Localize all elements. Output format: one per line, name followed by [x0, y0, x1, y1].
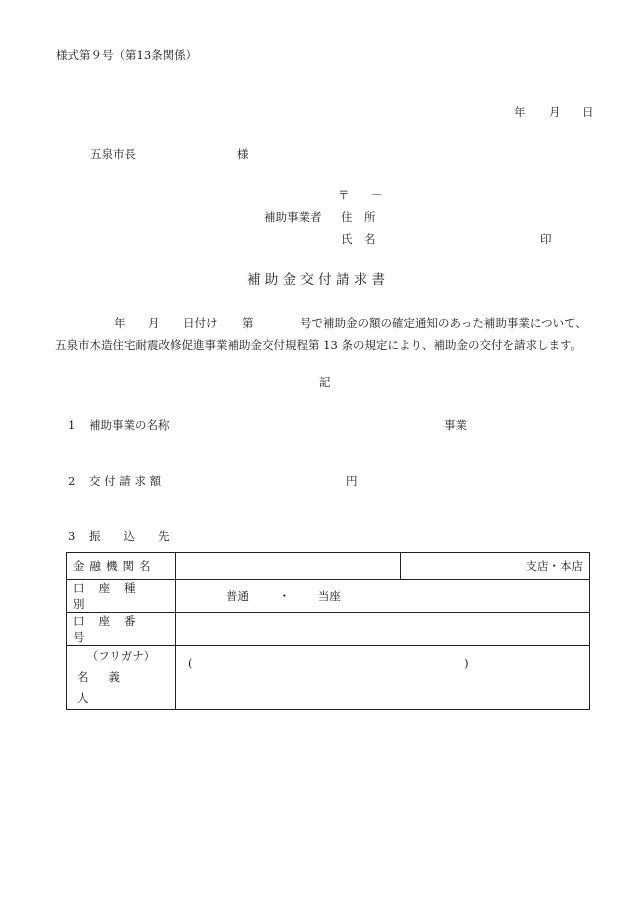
- bank-name-field[interactable]: [176, 553, 401, 580]
- bank-transfer-table: [66, 552, 590, 710]
- date-month-label: 月: [549, 105, 561, 119]
- account-type-row: [67, 580, 590, 613]
- addressee-mayor: 五泉市長: [90, 147, 136, 161]
- body-line2: 五泉市木造住宅耐震改修促進事業補助金交付規程第 13 条の規定により、補助金の交付を請求します。: [55, 338, 583, 352]
- account-holder-field[interactable]: [176, 646, 590, 710]
- date-day-label: 日: [582, 105, 594, 119]
- account-type-field[interactable]: [176, 580, 590, 613]
- account-type-current[interactable]: 当座: [317, 589, 341, 603]
- applicant-role: 補助事業者: [264, 210, 322, 224]
- account-type-ordinary[interactable]: 普通: [226, 589, 249, 603]
- postal-dash: －: [371, 188, 383, 202]
- address-label: 住 所: [341, 210, 376, 224]
- item-1-number: 1: [68, 418, 76, 432]
- account-number-row: [67, 613, 590, 646]
- seal-mark: 印: [540, 232, 552, 246]
- account-type-separator: ・: [278, 589, 291, 603]
- furigana-paren-close: ): [464, 656, 469, 670]
- item-2-number: 2: [68, 474, 76, 488]
- bank-name-label-cell: [67, 553, 176, 580]
- body-year: 年: [114, 316, 126, 330]
- holder-label: 名義人: [77, 670, 140, 705]
- bank-name-label: 金融機関名: [73, 559, 156, 573]
- item-1-label: 補助事業の名称: [89, 418, 170, 432]
- account-type-label-cell: [67, 580, 176, 613]
- bank-name-row: [67, 553, 590, 580]
- document-title: 補 助 金 交 付 請 求 書: [247, 272, 386, 288]
- form-number: 様式第９号（第13条関係）: [56, 48, 198, 62]
- furigana-paren-open: (: [188, 656, 193, 670]
- date-year-label: 年: [514, 105, 526, 119]
- bank-name-label-text: [73, 558, 169, 574]
- item-3-number: 3: [68, 529, 76, 543]
- item-3-label: 振 込 先: [89, 529, 170, 543]
- body-date-suffix: 日付け: [183, 316, 218, 330]
- item-2-label: 交 付 請 求 額: [89, 474, 162, 488]
- postal-mark: 〒: [338, 188, 350, 202]
- body-number-prefix: 第: [242, 316, 254, 330]
- item-1-unit: 事業: [444, 418, 467, 432]
- account-holder-row: [67, 646, 590, 710]
- account-number-label-cell: [67, 613, 176, 646]
- branch-field[interactable]: [401, 553, 590, 580]
- ki-mark: 記: [319, 375, 331, 389]
- item-2-unit: 円: [346, 474, 358, 488]
- account-number-field[interactable]: [176, 613, 590, 646]
- addressee-honorific: 様: [237, 147, 249, 161]
- name-label: 氏 名: [341, 232, 376, 246]
- furigana-label: （フリガナ）: [86, 649, 156, 663]
- body-month: 月: [148, 316, 160, 330]
- account-type-label: 口座種別: [73, 581, 150, 611]
- branch-label: 支店・本店: [525, 559, 583, 573]
- body-line1-rest: 号で補助金の額の確定通知のあった補助事業について、: [300, 316, 587, 330]
- account-number-label: 口座番号: [73, 614, 150, 644]
- account-holder-label-cell: [67, 646, 176, 710]
